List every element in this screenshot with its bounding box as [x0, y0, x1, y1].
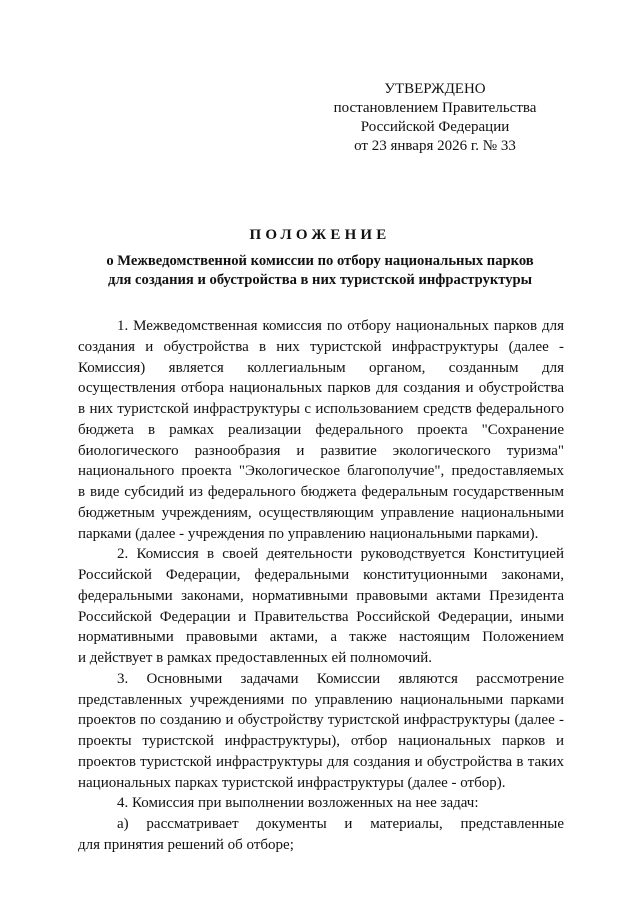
- approval-stamp: [330, 80, 540, 156]
- paragraph-1-line: Комиссия) является коллегиальным органом, созданным для: [78, 359, 564, 376]
- paragraph-1-line: создания и обустройства в них туристской инфраструктуры (далее -: [78, 338, 564, 355]
- paragraph-2-line: и действует в рамках предоставленных ей полномочий.: [78, 650, 432, 666]
- paragraph-2-line: нормативными правовыми актами, а также настоящим Положением: [78, 629, 564, 646]
- paragraph-4-line: 4. Комиссия при выполнении возложенных на нее задач:: [117, 795, 479, 812]
- paragraph-1-line: бюджета в рамках реализации федерального проекта "Сохранение: [78, 421, 564, 438]
- document-subtitle: [60, 252, 580, 290]
- paragraph-3-line: национальных парках туристской инфраструктуры (далее - отбор).: [78, 774, 506, 791]
- paragraph-3-line: 3. Основными задачами Комиссии являются рассмотрение: [117, 670, 564, 687]
- paragraph-1-line: парками (далее - учреждения по управлению национальными парками).: [78, 525, 539, 542]
- subitem-a-line: а) рассматривает документы и материалы, представленные: [117, 816, 564, 832]
- paragraph-3-line: проекты туристской инфраструктуры), отбор национальных парков и: [78, 733, 564, 749]
- approval-date-line: от 23 января 2026 г. № 33: [354, 138, 516, 154]
- paragraph-2-line: 2. Комиссия в своей деятельности руководствуется Конституцией: [117, 546, 564, 563]
- subtitle-line: о Межведомственной комиссии по отбору национальных парков: [106, 253, 534, 269]
- approval-decree-line: постановлением Правительства: [333, 100, 537, 116]
- subitem-a-line: для принятия решений об отборе;: [78, 836, 294, 853]
- paragraph-3-line: проектов туристской инфраструктуры для создания и обустройства в таких: [78, 753, 564, 770]
- paragraph-3-line: представленных учреждениями по управлению национальными парками: [78, 691, 564, 708]
- document-body: [78, 316, 564, 856]
- paragraph-2-line: Российской Федерации, федеральными конституционными законами,: [78, 567, 564, 583]
- paragraph-1-line: биологического разнообразия и развитие экологического туризма": [78, 442, 564, 459]
- paragraph-2-line: Российской Федерации и Правительства Российской Федерации, иными: [78, 608, 564, 625]
- paragraph-1-line: в виде субсидий из федерального бюджета федеральным государственным: [78, 484, 564, 500]
- paragraph-1-line: 1. Межведомственная комиссия по отбору национальных парков для: [117, 318, 564, 334]
- paragraph-2-line: федеральными законами, нормативными правовыми актами Президента: [78, 587, 564, 604]
- paragraph-1-line: бюджетным учреждениям, осуществляющим управление национальными: [78, 504, 564, 521]
- approval-authority-line: Российской Федерации: [360, 119, 510, 135]
- paragraph-1-line: в них туристской инфраструктуры с использованием средств федерального: [78, 401, 564, 417]
- paragraph-3-line: проектов по созданию и обустройству туристской инфраструктуры (далее -: [78, 712, 564, 729]
- document-title: ПОЛОЖЕНИЕ: [249, 227, 391, 243]
- paragraph-1-line: осуществления отбора национальных парков для создания и обустройства: [78, 380, 564, 397]
- paragraph-1-line: национального проекта "Экологическое благополучие", предоставляемых: [78, 463, 564, 480]
- approval-word: УТВЕРЖДЕНО: [384, 81, 486, 97]
- subtitle-line: для создания и обустройства в них туристской инфраструктуры: [107, 272, 533, 288]
